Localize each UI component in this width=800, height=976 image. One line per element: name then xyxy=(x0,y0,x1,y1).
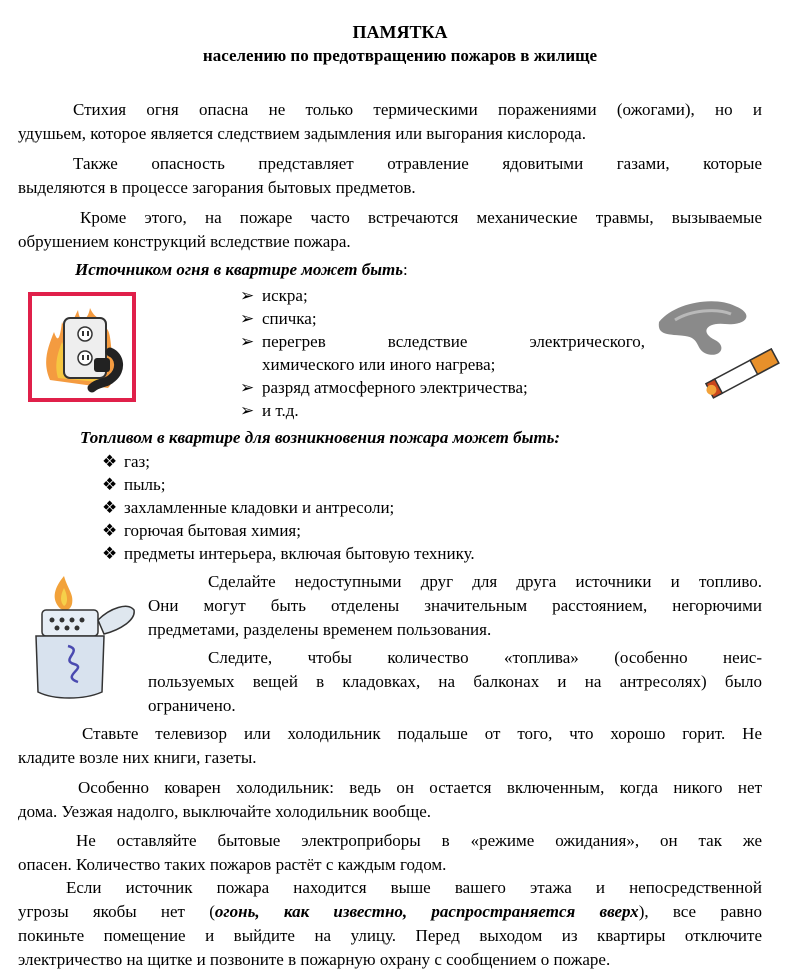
paragraph-line: удушьем, которое является следствием задымления или выгорания кислорода. xyxy=(18,124,586,143)
diamond-bullet-icon: ❖ xyxy=(102,544,118,563)
paragraph-line: Также опасность представляет отравление ядовитыми газами, которые xyxy=(73,154,762,173)
paragraph-line: кладите возле них книги, газеты. xyxy=(18,748,257,767)
paragraph-line: опасен. Количество таких пожаров растёт с каждым годом. xyxy=(18,855,447,874)
diamond-bullet-icon: ❖ xyxy=(102,475,118,494)
paragraph-line: Они могут быть отделены значительным расстоянием, негорючими xyxy=(148,596,762,615)
paragraph-line: Особенно коварен холодильник: ведь он остается включенным, когда никого нет xyxy=(78,778,762,797)
paragraph-line: пользуемых вещей в кладовках, на балконах и на антресолях) было xyxy=(148,672,762,691)
paragraph-line: покиньте помещение и выйдите на улицу. Перед выходом из квартиры отключите xyxy=(18,926,762,945)
paragraph-line: Если источник пожара находится выше вашего этажа и непосредственной xyxy=(66,878,762,897)
fuel-heading: Топливом в квартире для возникновения пожара может быть: xyxy=(80,428,561,447)
list-item: ❖ горючая бытовая химия; xyxy=(102,521,301,540)
arrow-bullet-icon: ➢ xyxy=(240,286,255,305)
page-title: ПАМЯТКА xyxy=(352,22,448,42)
paragraph-line: дома. Уезжая надолго, выключайте холодильник вообще. xyxy=(18,802,432,821)
paragraph-line: выделяются в процессе загорания бытовых предметов. xyxy=(18,178,416,197)
list-item: ❖ пыль; xyxy=(102,475,166,494)
burning-outlet-icon xyxy=(28,292,136,402)
list-item: ❖ газ; xyxy=(102,452,150,471)
diamond-bullet-icon: ❖ xyxy=(102,498,118,517)
paragraph-line: ограничено. xyxy=(148,696,236,715)
paragraph-line: Ставьте телевизор или холодильник подальше от того, что хорошо горит. Не xyxy=(82,724,762,743)
paragraph-line: электричество на щитке и позвоните в пожарную охрану с сообщением о пожаре. xyxy=(18,950,611,969)
arrow-bullet-icon: ➢ xyxy=(240,332,255,351)
list-item: ➢ спичка; xyxy=(240,309,317,328)
paragraph-line: Следите, чтобы количество «топлива» (особенно неис- xyxy=(208,648,762,667)
sources-heading: Источником огня в квартире может быть: xyxy=(75,260,408,279)
arrow-bullet-icon: ➢ xyxy=(240,401,255,420)
list-item: ➢ и т.д. xyxy=(240,401,299,420)
smoking-cigarette-icon xyxy=(655,292,790,407)
arrow-bullet-icon: ➢ xyxy=(240,309,255,328)
page-subtitle: населению по предотвращению пожаров в жилище xyxy=(202,46,598,65)
paragraph-line: Кроме этого, на пожаре часто встречаются механические травмы, вызываемые xyxy=(80,208,762,227)
arrow-bullet-icon: ➢ xyxy=(240,378,255,397)
paragraph-line: Стихия огня опасна не только термическими поражениями (ожогами), но и xyxy=(73,100,762,119)
paragraph-line: предметами, разделены временем пользования. xyxy=(148,620,492,639)
diamond-bullet-icon: ❖ xyxy=(102,521,118,540)
emphasis-text: огонь, как известно, распространяется вверх xyxy=(214,902,639,921)
lighter-icon xyxy=(24,572,136,702)
paragraph-line: угрозы якобы нет (огонь, как известно, распространяется вверх), все равно xyxy=(18,902,762,921)
list-item: ❖ захламленные кладовки и антресоли; xyxy=(102,498,395,517)
diamond-bullet-icon: ❖ xyxy=(102,452,118,471)
list-item-continuation: химического или иного нагрева; xyxy=(262,355,496,374)
list-item: ➢ перегрев вследствие электрического, xyxy=(240,332,645,351)
paragraph-line: обрушением конструкций вследствие пожара. xyxy=(18,232,351,251)
list-item: ➢ разряд атмосферного электричества; xyxy=(240,378,528,397)
list-item: ➢ искра; xyxy=(240,286,308,305)
paragraph-line: Не оставляйте бытовые электроприборы в «режиме ожидания», он так же xyxy=(76,831,762,850)
paragraph-line: Сделайте недоступными друг для друга источники и топливо. xyxy=(208,572,762,591)
list-item: ❖ предметы интерьера, включая бытовую технику. xyxy=(102,544,475,563)
